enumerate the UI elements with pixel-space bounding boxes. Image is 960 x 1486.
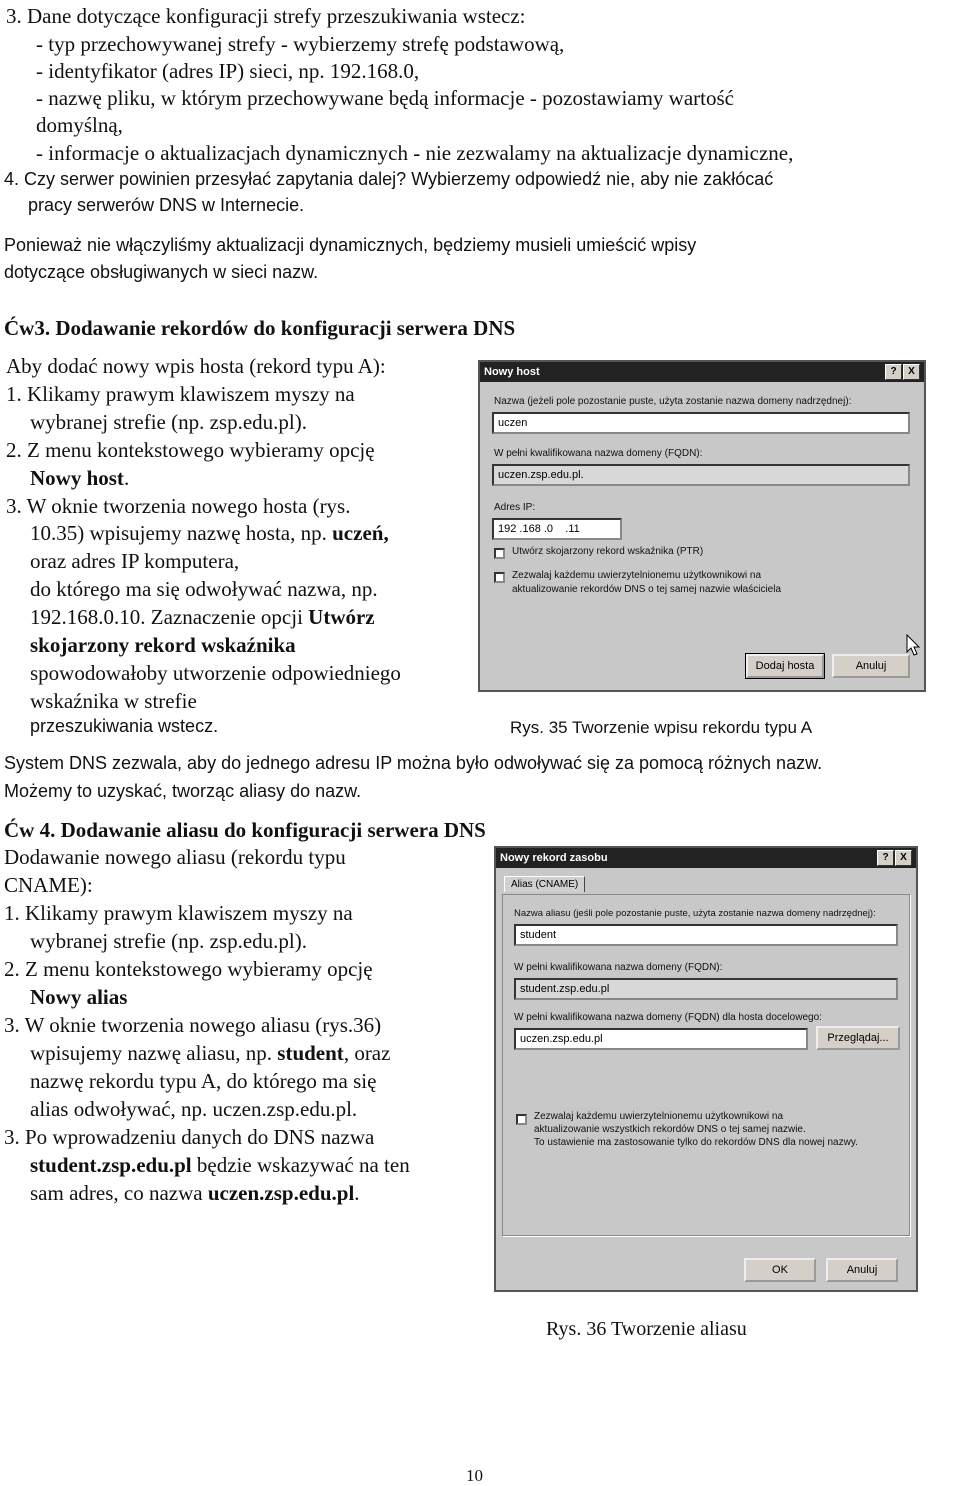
mouse-cursor-icon <box>906 634 922 658</box>
step-text: oraz adres IP komputera, <box>30 549 240 573</box>
help-button[interactable]: ? <box>885 364 902 380</box>
step-text: 10.35) wpisujemy nazwę hosta, np. uczeń, <box>30 521 389 545</box>
step-text: wybranej strefie (np. zsp.edu.pl). <box>30 410 307 434</box>
step-text: 2. Z menu kontekstowego wybieramy opcję <box>4 957 373 981</box>
intro-line: pracy serwerów DNS w Internecie. <box>28 195 305 215</box>
dialog-title: Nowy rekord zasobu <box>500 852 608 864</box>
step-text: Dodawanie nowego aliasu (rekordu typu <box>4 845 346 869</box>
step-text: wpisujemy nazwę aliasu, np. student, oraz <box>30 1041 391 1065</box>
intro-line: 3. Dane dotyczące konfiguracji strefy przeszukiwania wstecz: <box>6 4 526 28</box>
host-name-input[interactable]: uczen <box>492 412 910 434</box>
step-text: 1. Klikamy prawym klawiszem myszy na <box>6 382 355 406</box>
cancel-button[interactable]: Anuluj <box>826 1258 898 1282</box>
ip-address-input[interactable]: 192 .168 .0 .11 <box>492 518 622 540</box>
browse-button[interactable]: Przeglądaj... <box>816 1026 900 1050</box>
ptr-label: Utwórz skojarzony rekord wskaźnika (PTR) <box>512 546 704 557</box>
page-number: 10 <box>466 1466 483 1485</box>
fqdn-field: uczen.zsp.edu.pl. <box>492 464 910 486</box>
intro-line: - nazwę pliku, w którym przechowywane będą informacje - pozostawiamy wartość <box>36 86 734 110</box>
step-text: do którego ma się odwoływać nazwa, np. <box>30 577 378 601</box>
help-button[interactable]: ? <box>877 850 894 866</box>
step-text: student.zsp.edu.pl będzie wskazywać na ten <box>30 1153 410 1177</box>
step-text: przeszukiwania wstecz. <box>30 716 219 736</box>
paragraph-line: Możemy to uzyskać, tworząc aliasy do nazw. <box>4 781 362 801</box>
step-text: 1. Klikamy prawym klawiszem myszy na <box>4 901 353 925</box>
new-resource-record-dialog <box>494 846 918 1292</box>
intro-line: - identyfikator (adres IP) sieci, np. 192.168.0, <box>36 59 420 83</box>
auth-update-label: To ustawienie ma zastosowanie tylko do rekordów DNS dla nowej nazwy. <box>534 1137 858 1148</box>
step-text: Aby dodać nowy wpis hosta (rekord typu A): <box>6 354 386 378</box>
dialog-title-bar <box>496 848 916 868</box>
step-text: 2. Z menu kontekstowego wybieramy opcję <box>6 438 375 462</box>
ip-label: Adres IP: <box>494 502 536 513</box>
dialog-title-bar <box>480 362 924 382</box>
step-text: nazwę rekordu typu A, do którego ma się <box>30 1069 377 1093</box>
figure-caption: Rys. 35 Tworzenie wpisu rekordu typu A <box>510 718 813 737</box>
auth-update-label: aktualizowanie rekordów DNS o tej samej nazwie właściciela <box>512 584 782 595</box>
auth-update-label: Zezwalaj każdemu uwierzytelnionemu użytkownikowi na <box>512 570 761 581</box>
auth-update-checkbox[interactable] <box>494 572 505 583</box>
step-text: spowodowałoby utworzenie odpowiedniego <box>30 661 401 685</box>
dialog-title: Nowy host <box>484 366 540 378</box>
intro-line: - informacje o aktualizacjach dynamicznych - nie zezwalamy na aktualizacje dynamiczne, <box>36 141 794 165</box>
paragraph-line: dotyczące obsługiwanych w sieci nazw. <box>4 262 319 282</box>
step-text: 3. W oknie tworzenia nowego aliasu (rys.36) <box>4 1013 382 1037</box>
intro-line: - typ przechowywanej strefy - wybierzemy strefę podstawową, <box>36 32 565 56</box>
close-button[interactable]: X <box>903 364 920 380</box>
fqdn-label: W pełni kwalifikowana nazwa domeny (FQDN): <box>494 448 703 459</box>
alias-label: Nazwa aliasu (jeśli pole pozostanie puste, użyta zostanie nazwa domeny nadrzędnej): <box>514 908 876 919</box>
fqdn-label: W pełni kwalifikowana nazwa domeny (FQDN): <box>514 962 723 973</box>
auth-update-checkbox[interactable] <box>516 1114 527 1125</box>
paragraph-line: Ponieważ nie włączyliśmy aktualizacji dynamicznych, będziemy musieli umieścić wpisy <box>4 235 697 255</box>
auth-update-label: Zezwalaj każdemu uwierzytelnionemu użytkownikowi na <box>534 1111 783 1122</box>
target-host-input[interactable]: uczen.zsp.edu.pl <box>514 1028 808 1050</box>
menu-option-name: Nowy alias <box>30 985 128 1009</box>
step-text: 3. W oknie tworzenia nowego hosta (rys. <box>6 494 351 518</box>
step-text: Nowy host. <box>30 466 130 490</box>
close-button[interactable]: X <box>895 850 912 866</box>
ptr-checkbox[interactable] <box>494 548 505 559</box>
name-label: Nazwa (jeżeli pole pozostanie puste, użyta zostanie nazwa domeny nadrzędnej): <box>494 396 852 407</box>
figure-caption: Rys. 36 Tworzenie aliasu <box>546 1318 747 1340</box>
step-text: wskaźnika w strefie <box>30 689 197 713</box>
cancel-button[interactable]: Anuluj <box>832 654 910 678</box>
section-heading: Ćw 4. Dodawanie aliasu do konfiguracji serwera DNS <box>4 818 486 842</box>
alias-name-input[interactable]: student <box>514 924 898 946</box>
add-host-button[interactable]: Dodaj hosta <box>746 654 824 678</box>
step-text: 192.168.0.10. Zaznaczenie opcji Utwórz <box>30 605 375 629</box>
step-text: wybranej strefie (np. zsp.edu.pl). <box>30 929 307 953</box>
menu-option-name: Nowy host <box>30 466 124 490</box>
step-text: CNAME): <box>4 873 93 897</box>
new-host-dialog <box>478 360 926 692</box>
intro-line: domyślną, <box>36 113 123 137</box>
target-host-label: W pełni kwalifikowana nazwa domeny (FQDN) dla hosta docelowego: <box>514 1012 822 1023</box>
step-text: 3. Po wprowadzeniu danych do DNS nazwa <box>4 1125 375 1149</box>
section-heading: Ćw3. Dodawanie rekordów do konfiguracji serwera DNS <box>4 316 516 340</box>
step-text: sam adres, co nazwa uczen.zsp.edu.pl. <box>30 1181 360 1205</box>
intro-line: 4. Czy serwer powinien przesyłać zapytania dalej? Wybierzemy odpowiedź nie, aby nie zakłócać <box>4 169 774 189</box>
tab-alias-cname[interactable]: Alias (CNAME) <box>504 876 585 892</box>
fqdn-field: student.zsp.edu.pl <box>514 978 898 1000</box>
step-text: skojarzony rekord wskaźnika <box>30 633 296 657</box>
paragraph-line: System DNS zezwala, aby do jednego adresu IP można było odwoływać się za pomocą różnych nazw. <box>4 753 823 773</box>
ok-button[interactable]: OK <box>744 1258 816 1282</box>
auth-update-label: aktualizowanie wszystkich rekordów DNS o tej samej nazwie. <box>534 1124 806 1135</box>
step-text: alias odwoływać, np. uczen.zsp.edu.pl. <box>30 1097 358 1121</box>
